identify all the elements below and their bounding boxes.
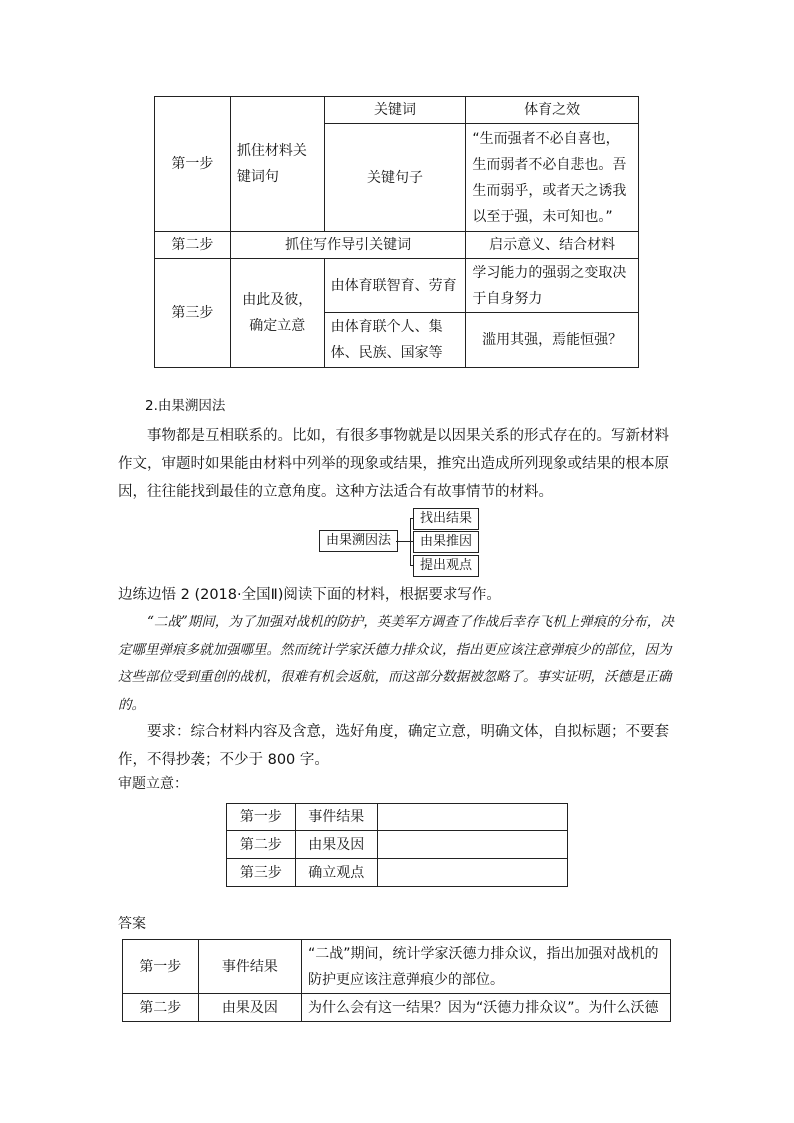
row3b-value: 滥用其强，焉能恒强？	[466, 313, 639, 368]
answer-name: 事件结果	[198, 940, 301, 994]
exercise-material: “二战”期间，为了加强对战机的防护，英美军方调查了作战后幸存飞机上弹痕的分布，决定哪里弹痕多就加强哪里。然而统计学家沃德力排众议，指出更应该注意弹痕少的部位，因为这些部位受到重创的战机，很难有机会返航，而这部分数据被忽略了。事实证明，沃德是正确的。	[118, 614, 674, 713]
diagram-branch: 找出结果	[413, 508, 479, 530]
analysis-blank[interactable]	[377, 859, 567, 887]
diagram-connector	[396, 541, 410, 542]
diagram-root: 由果溯因法	[319, 530, 398, 552]
keysentence-label: 关键句子	[324, 124, 466, 232]
answer-value: 为什么会有这一结果？因为“沃德力排众议”。为什么沃德	[302, 994, 671, 1022]
diagram-branch: 提出观点	[413, 555, 479, 577]
row3b-mid: 由体育联个人、集体、民族、国家等	[324, 313, 466, 368]
analysis-label: 审题立意：	[118, 776, 188, 792]
keyword-value: 体育之效	[466, 97, 639, 124]
row3a-value: 学习能力的强弱之变取决于自身努力	[466, 259, 639, 313]
step2-label: 第二步	[155, 232, 231, 259]
answer-table	[122, 939, 671, 1022]
analysis-step: 第一步	[227, 804, 296, 831]
answer-step: 第一步	[123, 940, 199, 994]
step1-label: 第一步	[155, 97, 231, 232]
analysis-blank[interactable]	[377, 804, 567, 831]
step1-task: 抓住材料关键词句	[230, 97, 324, 232]
analysis-blank[interactable]	[377, 831, 567, 859]
row3a-mid: 由体育联智育、劳育	[324, 259, 466, 313]
answer-value: “二战”期间，统计学家沃德力排众议，指出加强对战机的防护更应该注意弹痕少的部位。	[302, 940, 671, 994]
step2-task: 抓住写作导引关键词	[230, 232, 466, 259]
step3-task: 由此及彼，确定立意	[230, 259, 324, 368]
analysis-name: 由果及因	[295, 831, 377, 859]
section-body: 事物都是互相联系的。比如，有很多事物就是以因果关系的形式存在的。写新材料作文，审题时如果能由材料中列举的现象或结果，推究出造成所列现象或结果的根本原因，往往能找到最佳的立意角度。这种方法适合有故事情节的材料。	[118, 428, 669, 500]
diagram-branch: 由果推因	[413, 531, 479, 553]
analysis-name: 事件结果	[295, 804, 377, 831]
method-table	[154, 96, 639, 368]
answer-label: 答案	[118, 916, 146, 932]
keyword-header: 关键词	[324, 97, 466, 124]
exercise-title: 边练边悟 2 (2018·全国Ⅱ)阅读下面的材料，根据要求写作。	[118, 587, 501, 603]
analysis-step: 第二步	[227, 831, 296, 859]
keysentence-value: “生而强者不必自喜也，生而弱者不必自悲也。吾生而弱乎，或者天之诱我以至于强，未可知也。”	[466, 124, 639, 232]
answer-name: 由果及因	[198, 994, 301, 1022]
diagram-bracket	[410, 518, 411, 566]
step2-value: 启示意义、结合材料	[466, 232, 639, 259]
analysis-table	[226, 803, 568, 887]
section-heading: 2.由果溯因法	[145, 398, 226, 414]
analysis-name: 确立观点	[295, 859, 377, 887]
answer-step: 第二步	[123, 994, 199, 1022]
step3-label: 第三步	[155, 259, 231, 368]
analysis-step: 第三步	[227, 859, 296, 887]
exercise-requirement: 要求：综合材料内容及含意，选好角度，确定立意，明确文体，自拟标题；不要套作，不得抄袭；不少于 800 字。	[118, 724, 669, 768]
